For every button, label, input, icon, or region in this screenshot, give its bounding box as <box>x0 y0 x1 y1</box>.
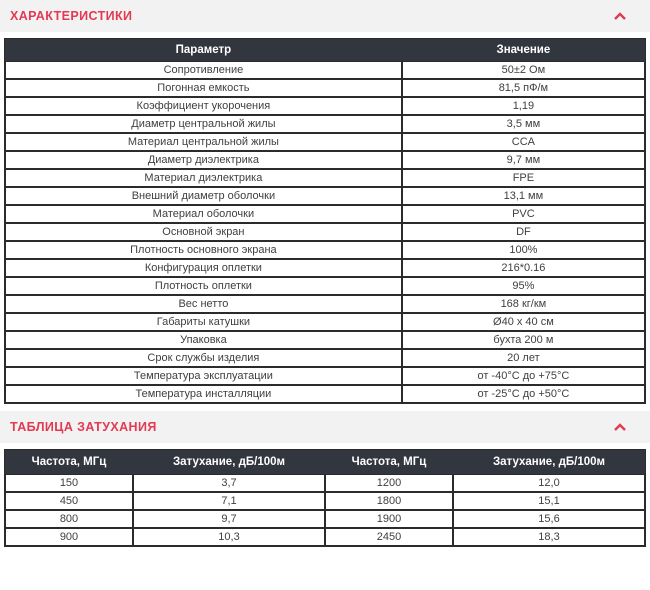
table-row <box>5 295 645 313</box>
table-cell: 50±2 Ом <box>402 61 645 79</box>
section-gap <box>0 404 650 411</box>
table-cell: 3,7 <box>133 474 325 492</box>
table-cell: 150 <box>5 474 133 492</box>
chevron-up-icon[interactable] <box>613 12 627 21</box>
column-header-value: Значение <box>402 39 645 61</box>
table-row <box>5 61 645 79</box>
table-cell: 9,7 <box>133 510 325 528</box>
table-cell: Материал центральной жилы <box>5 133 402 151</box>
table-row <box>5 133 645 151</box>
table-cell: Внешний диаметр оболочки <box>5 187 402 205</box>
table-row <box>5 349 645 367</box>
table-cell: 10,3 <box>133 528 325 546</box>
section-header-characteristics[interactable] <box>0 0 650 32</box>
table-cell: 7,1 <box>133 492 325 510</box>
table-row <box>5 115 645 133</box>
table-cell: 100% <box>402 241 645 259</box>
table-cell: 95% <box>402 277 645 295</box>
table-cell: CCA <box>402 133 645 151</box>
attenuation-table-body <box>5 474 645 546</box>
table-row <box>5 223 645 241</box>
table-row <box>5 313 645 331</box>
table-cell: Коэффициент укорочения <box>5 97 402 115</box>
table-cell: 1800 <box>325 492 453 510</box>
table-row <box>5 492 645 510</box>
characteristics-header-row <box>5 39 645 61</box>
table-cell: 15,1 <box>453 492 645 510</box>
table-row <box>5 79 645 97</box>
table-cell: 1,19 <box>402 97 645 115</box>
table-cell: Материал диэлектрика <box>5 169 402 187</box>
section-header-attenuation[interactable] <box>0 411 650 443</box>
chevron-up-icon[interactable] <box>613 423 627 432</box>
table-row <box>5 528 645 546</box>
table-cell: 20 лет <box>402 349 645 367</box>
table-row <box>5 277 645 295</box>
table-cell: Ø40 x 40 см <box>402 313 645 331</box>
table-cell: Упаковка <box>5 331 402 349</box>
table-cell: Температура эксплуатации <box>5 367 402 385</box>
characteristics-table-body <box>5 61 645 403</box>
column-header-attenuation-1: Затухание, дБ/100м <box>133 450 325 474</box>
table-row <box>5 97 645 115</box>
table-cell: 450 <box>5 492 133 510</box>
table-cell: Габариты катушки <box>5 313 402 331</box>
table-cell: Диаметр диэлектрика <box>5 151 402 169</box>
table-cell: 18,3 <box>453 528 645 546</box>
attenuation-table <box>4 449 646 547</box>
table-cell: Диаметр центральной жилы <box>5 115 402 133</box>
table-cell: Температура инсталляции <box>5 385 402 403</box>
column-header-parameter: Параметр <box>5 39 402 61</box>
table-cell: 168 кг/км <box>402 295 645 313</box>
table-cell: 13,1 мм <box>402 187 645 205</box>
section-title-characteristics: ХАРАКТЕРИСТИКИ <box>10 9 133 23</box>
table-cell: от -40°C до +75°C <box>402 367 645 385</box>
table-cell: 81,5 пФ/м <box>402 79 645 97</box>
table-cell: 216*0.16 <box>402 259 645 277</box>
table-cell: 2450 <box>325 528 453 546</box>
table-cell: 9,7 мм <box>402 151 645 169</box>
table-cell: 1200 <box>325 474 453 492</box>
table-row <box>5 367 645 385</box>
table-cell: Погонная емкость <box>5 79 402 97</box>
table-row <box>5 385 645 403</box>
table-row <box>5 151 645 169</box>
table-cell: 1900 <box>325 510 453 528</box>
table-row <box>5 241 645 259</box>
table-cell: 900 <box>5 528 133 546</box>
table-cell: от -25°C до +50°C <box>402 385 645 403</box>
table-cell: Сопротивление <box>5 61 402 79</box>
table-row <box>5 187 645 205</box>
table-cell: Конфигурация оплетки <box>5 259 402 277</box>
table-cell: Плотность основного экрана <box>5 241 402 259</box>
section-title-attenuation: ТАБЛИЦА ЗАТУХАНИЯ <box>10 420 157 434</box>
table-cell: бухта 200 м <box>402 331 645 349</box>
attenuation-header-row <box>5 450 645 474</box>
table-cell: Срок службы изделия <box>5 349 402 367</box>
table-cell: 12,0 <box>453 474 645 492</box>
table-cell: 15,6 <box>453 510 645 528</box>
table-row <box>5 510 645 528</box>
table-row <box>5 474 645 492</box>
table-row <box>5 259 645 277</box>
table-cell: PVC <box>402 205 645 223</box>
table-cell: DF <box>402 223 645 241</box>
column-header-attenuation-2: Затухание, дБ/100м <box>453 450 645 474</box>
table-cell: 800 <box>5 510 133 528</box>
characteristics-table <box>4 38 646 404</box>
table-cell: Основной экран <box>5 223 402 241</box>
table-cell: Вес нетто <box>5 295 402 313</box>
table-cell: 3,5 мм <box>402 115 645 133</box>
table-cell: Плотность оплетки <box>5 277 402 295</box>
table-cell: FPE <box>402 169 645 187</box>
table-row <box>5 205 645 223</box>
column-header-frequency-1: Частота, МГц <box>5 450 133 474</box>
table-row <box>5 331 645 349</box>
column-header-frequency-2: Частота, МГц <box>325 450 453 474</box>
table-row <box>5 169 645 187</box>
table-cell: Материал оболочки <box>5 205 402 223</box>
